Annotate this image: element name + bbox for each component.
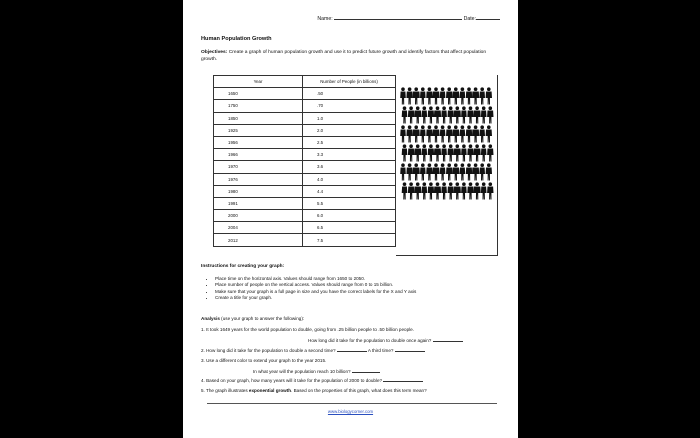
question-1b	[308, 338, 463, 343]
analysis-note: (use your graph to answer the following):	[219, 316, 305, 321]
question-1: 1. It took 1649 years for the world population to double, going from .25 billion people to .50 billion people.	[201, 327, 414, 332]
name-date-header	[317, 16, 500, 22]
question-2	[201, 348, 425, 353]
people-cell: 3.3	[303, 149, 396, 161]
year-cell: 2000	[214, 210, 303, 222]
date-blank	[476, 19, 500, 20]
year-cell: 1976	[214, 173, 303, 185]
question-5-term: exponential growth	[248, 388, 292, 393]
table-row	[214, 197, 396, 209]
people-cell: 6.5	[303, 222, 396, 234]
question-2b-text: A third time?	[367, 348, 394, 353]
answer-blank	[352, 372, 380, 373]
year-cell: 1991	[214, 197, 303, 209]
date-label: Date:	[463, 16, 476, 22]
year-cell: 2004	[214, 222, 303, 234]
page-title: Human Population Growth	[201, 36, 272, 42]
name-blank	[334, 19, 462, 20]
year-cell: 1750	[214, 100, 303, 112]
year-cell: 1925	[214, 124, 303, 136]
table-row	[214, 210, 396, 222]
analysis-heading	[201, 316, 304, 321]
table-row	[214, 100, 396, 112]
table-row	[214, 136, 396, 148]
instruction-item: • Place time on the horizontal axis. Values should range from 1650 to 2050.	[215, 276, 416, 282]
table-row	[214, 161, 396, 173]
people-cell: 4.0	[303, 173, 396, 185]
instruction-item: • Create a title for your graph.	[215, 295, 416, 301]
table-body	[214, 88, 396, 246]
year-cell: 1850	[214, 112, 303, 124]
question-2a-text: 2. How long did it take for the population to double a second time?	[201, 348, 336, 353]
question-4	[201, 378, 423, 383]
people-cell: 6.0	[303, 210, 396, 222]
year-cell: 1956	[214, 136, 303, 148]
year-cell: 1966	[214, 149, 303, 161]
name-label: Name:	[317, 16, 333, 22]
people-cell: .50	[303, 88, 396, 100]
year-cell: 1980	[214, 185, 303, 197]
objectives-label: Objectives:	[201, 50, 228, 55]
question-3b-text: In what year will the population reach 10 billion?	[253, 369, 351, 374]
people-cell: 3.6	[303, 161, 396, 173]
objectives-text: Create a graph of human population growth and use it to predict future growth and identify factors that affect population growth.	[201, 50, 487, 63]
question-5	[201, 388, 427, 393]
crowd-silhouettes-image	[400, 85, 496, 200]
year-cell: 1970	[214, 161, 303, 173]
table-row	[214, 112, 396, 124]
table-row	[214, 173, 396, 185]
question-5a-text: 5. The graph illustrates	[201, 388, 249, 393]
table-row	[214, 234, 396, 246]
answer-blank	[433, 341, 463, 342]
people-cell: 4.4	[303, 185, 396, 197]
table-row	[214, 149, 396, 161]
table-row	[214, 222, 396, 234]
people-cell: 1.0	[303, 112, 396, 124]
question-5c-text: . Based on the properties of this graph, what does this term mean?	[291, 388, 427, 393]
question-4-text: 4. Based on your graph, how many years will it take for the population of 2000 to double?	[201, 378, 383, 383]
answer-blank	[395, 351, 425, 352]
answer-line	[207, 403, 497, 404]
people-cell: .70	[303, 100, 396, 112]
answer-blank	[383, 381, 423, 382]
instructions-list	[201, 276, 416, 301]
instructions-heading: Instructions for creating your graph:	[201, 264, 285, 269]
year-cell: 1650	[214, 88, 303, 100]
instruction-item: • Place number of people on the vertical access. Values should range from 0 to 15 billion.	[215, 282, 416, 288]
people-cell: 5.5	[303, 197, 396, 209]
people-column-header: Number of People (in billions)	[303, 76, 396, 88]
worksheet-page	[183, 0, 518, 438]
table-row	[214, 88, 396, 100]
population-table	[213, 75, 396, 247]
year-column-header: Year	[214, 76, 303, 88]
people-cell: 2.5	[303, 136, 396, 148]
people-cell: 2.0	[303, 124, 396, 136]
question-3b	[253, 369, 380, 374]
table-row	[214, 124, 396, 136]
footer-link[interactable]: www.biologycorner.com	[327, 409, 374, 414]
instruction-item: • Make sure that your graph is a full page in size and you have the correct labels for the X and Y axis	[215, 289, 416, 295]
analysis-label: Analysis	[201, 316, 220, 321]
table-header-row	[214, 76, 396, 88]
table-row	[214, 185, 396, 197]
people-cell: 7.5	[303, 234, 396, 246]
objectives-paragraph	[201, 49, 501, 63]
answer-blank	[337, 351, 367, 352]
year-cell: 2012	[214, 234, 303, 246]
question-1b-text: How long did it take for the population to double once again?	[308, 338, 432, 343]
question-3: 3. Use a different color to extend your graph to the year 2015.	[201, 358, 327, 363]
